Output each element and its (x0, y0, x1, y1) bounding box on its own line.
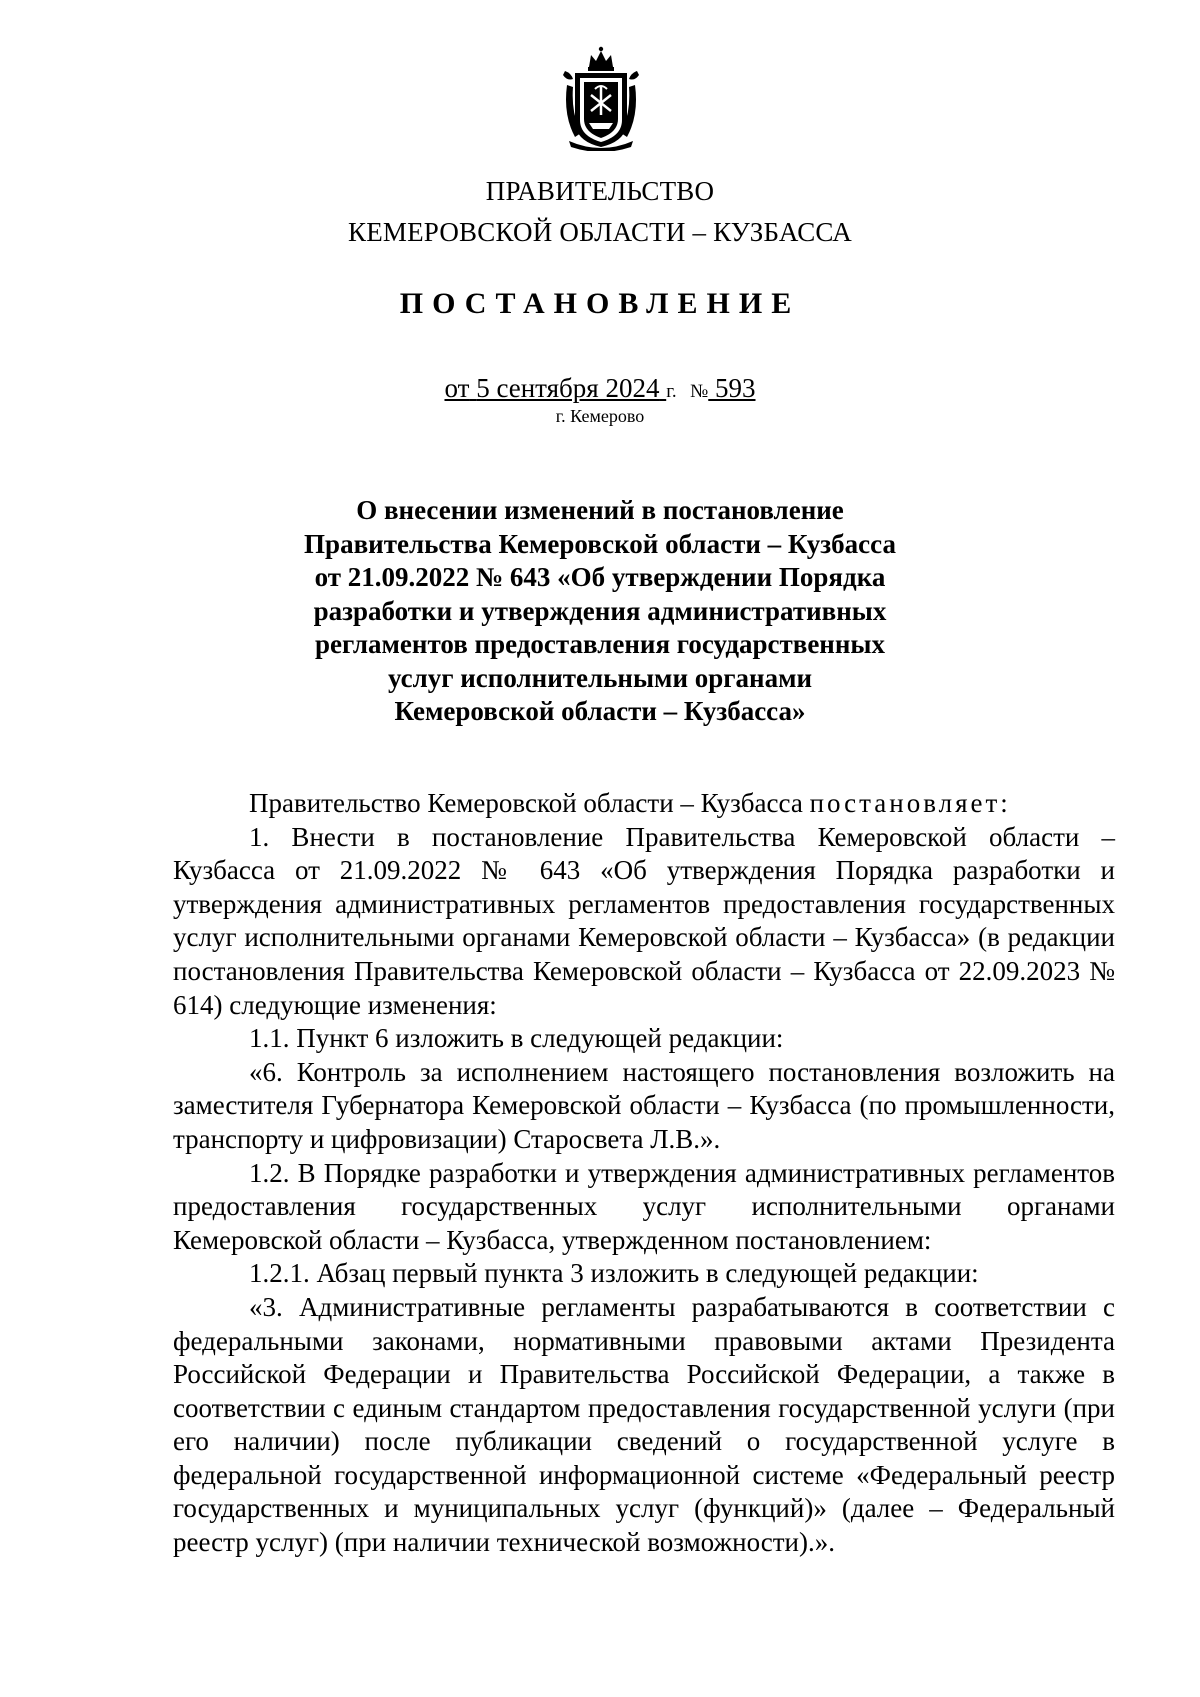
body-paragraph-1-1: 1.1. Пункт 6 изложить в следующей редакции: (249, 1023, 784, 1054)
document-body (173, 787, 1115, 1560)
intro-text: Правительство Кемеровской области – Кузбасса (249, 788, 803, 818)
city: г. Кемерово (555, 406, 645, 426)
document-type: ПОСТАНОВЛЕНИЕ (399, 287, 801, 320)
title-line: от 21.09.2022 № 643 «Об утверждении Порядка (314, 562, 886, 592)
intro-paragraph (173, 787, 1115, 821)
date-prefix: от (444, 373, 470, 403)
intro-verb: постановляет: (809, 788, 1011, 818)
title-line: Кемеровской области – Кузбасса» (394, 696, 806, 726)
body-paragraph-quote-6: «6. Контроль за исполнением настоящего постановления возложить на заместителя Губернатора Кемеровской области – Кузбасса (по промышленности, транспорту и цифровизации) Старосвета Л.В.». (173, 1056, 1115, 1154)
body-paragraph-1: 1. Внести в постановление Правительства Кемеровской области – Кузбасса от 21.09.2022 № 643 «Об утверждения Порядка разработки и утверждения административных регламентов предоставления государственных услуг исполнительными органами Кемеровской области – Кузбасса» (в редакции постановления Правительства Кемеровской области – Кузбасса от 22.09.2023 № 614) следующие изменения: (173, 821, 1115, 1020)
coat-of-arms-icon (561, 45, 641, 151)
document-date: 5 сентября 2024 (476, 373, 660, 403)
title-line: регламентов предоставления государственных (315, 629, 885, 659)
body-paragraph-1-2: 1.2. В Порядке разработки и утверждения административных регламентов предоставления государственных услуг исполнительными органами Кемеровской области – Кузбасса, утвержденном постановлением: (173, 1157, 1115, 1255)
org-name-line-2: КЕМЕРОВСКОЙ ОБЛАСТИ – КУЗБАССА (348, 217, 852, 247)
title-line: Правительства Кемеровской области – Кузбасса (304, 528, 896, 559)
document-title (0, 494, 1200, 729)
body-paragraph-1-2-1: 1.2.1. Абзац первый пункта 3 изложить в следующей редакции: (249, 1258, 979, 1289)
document-number: 593 (715, 373, 756, 403)
number-sign: № (690, 381, 709, 402)
org-name-line-1: ПРАВИТЕЛЬСТВО (485, 176, 715, 206)
title-line: разработки и утверждения административных (313, 595, 887, 626)
body-paragraph-quote-3: «3. Административные регламенты разрабатываются в соответствии с федеральными законами, нормативными правовыми актами Президента Российской Федерации и Правительства Российской Федерации, а также в соответствии с единым стандартом предоставления государственной услуги (при его наличии) после публикации сведений о государственной услуге в федеральной государственной информационной системе «Федеральный реестр государственных и муниципальных услуг (функций)» (далее – Федеральный реестр услуг) (при наличии технической возможности).». (173, 1291, 1115, 1558)
year-suffix: г. (666, 381, 677, 402)
title-line: услуг исполнительными органами (387, 662, 813, 693)
title-line: О внесении изменений в постановление (356, 495, 844, 525)
